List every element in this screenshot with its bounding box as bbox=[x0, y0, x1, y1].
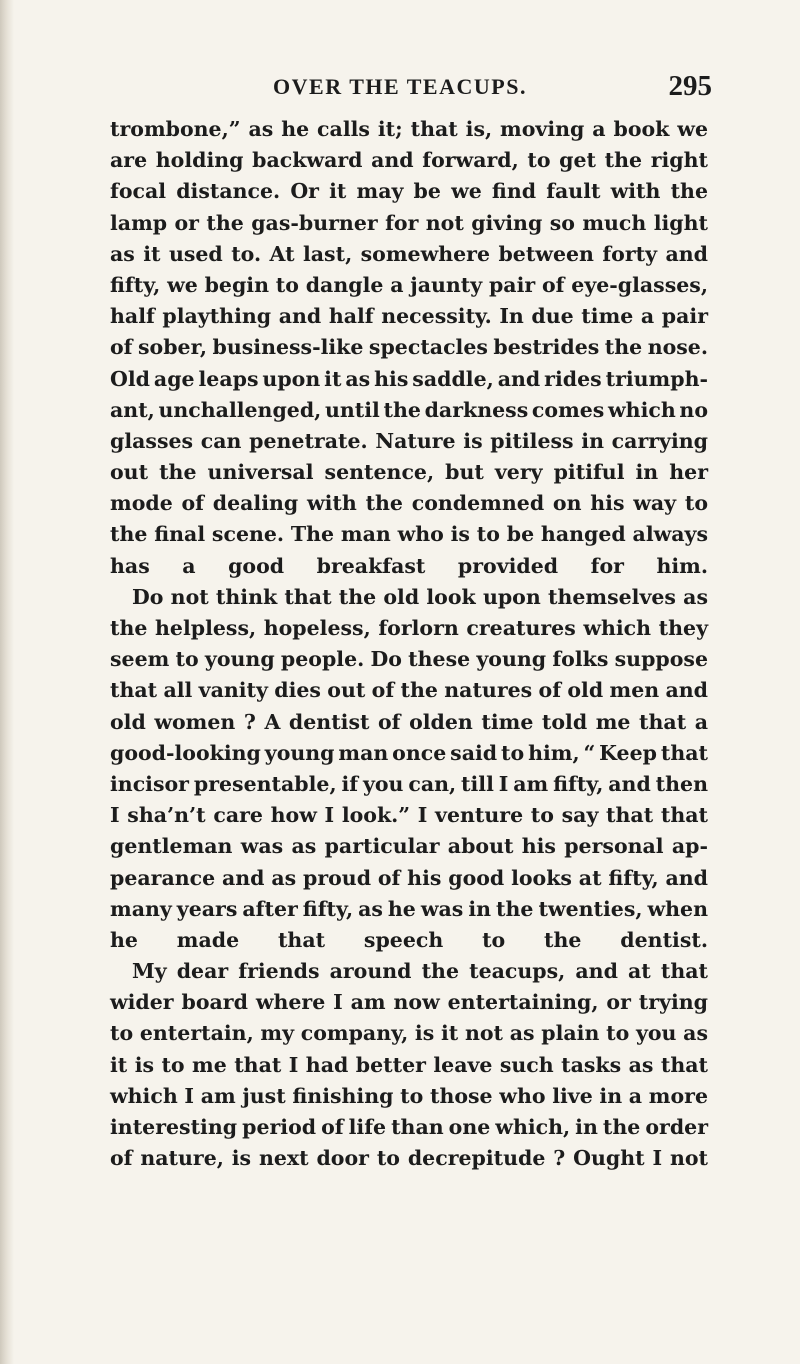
text-line: pearance and as proud of his good looks at fifty, and bbox=[110, 865, 708, 890]
page-number: 295 bbox=[668, 70, 712, 102]
text-line: focal distance. Or it may be we find fault with the bbox=[110, 179, 708, 204]
text-line: has a good breakfast provided for him. bbox=[110, 553, 708, 578]
text-line: the helpless, hopeless, forlorn creatures which they bbox=[110, 616, 708, 640]
text-line: My dear friends around the teacups, and at that bbox=[132, 959, 708, 984]
text-line: which I am just finishing to those who live in a more bbox=[110, 1083, 708, 1108]
text-line: to entertain, my company, is it not as plain to you as bbox=[110, 1021, 708, 1046]
body-text bbox=[110, 114, 708, 1174]
text-line: trombone,” as he calls it; that is, moving a book we bbox=[110, 117, 708, 141]
text-line: he made that speech to the dentist. bbox=[110, 927, 708, 952]
text-line: Old age leaps upon it as his saddle, and rides triumph- bbox=[110, 366, 708, 391]
text-line: glasses can penetrate. Nature is pitiless in carrying bbox=[110, 428, 708, 453]
text-line: good-looking young man once said to him, “ Keep that bbox=[110, 740, 708, 765]
text-line: seem to young people. Do these young folks suppose bbox=[110, 647, 708, 672]
text-line: I sha’n’t care how I look.” I venture to say that that bbox=[110, 803, 708, 828]
text-line: out the universal sentence, but very pitiful in her bbox=[110, 460, 708, 485]
text-line: of sober, business-like spectacles bestrides the nose. bbox=[110, 335, 708, 360]
text-line: it is to me that I had better leave such tasks as that bbox=[110, 1052, 708, 1077]
text-line: fifty, we begin to dangle a jaunty pair of eye-glasses, bbox=[110, 272, 708, 297]
text-line: half plaything and half necessity. In due time a pair bbox=[110, 304, 708, 329]
text-line: incisor presentable, if you can, till I am fifty, and then bbox=[110, 771, 708, 796]
text-line: gentleman was as particular about his personal ap- bbox=[110, 834, 708, 859]
text-line: the final scene. The man who is to be hanged always bbox=[110, 522, 708, 547]
text-line: of nature, is next door to decrepitude ? Ought I not bbox=[110, 1146, 708, 1171]
text-line: mode of dealing with the condemned on his way to bbox=[110, 491, 708, 516]
text-line: ant, unchallenged, until the darkness comes which no bbox=[110, 397, 708, 422]
text-line: lamp or the gas-burner for not giving so much light bbox=[110, 210, 708, 235]
text-line: many years after fifty, as he was in the twenties, when bbox=[110, 896, 708, 921]
text-line: interesting period of life than one which, in the order bbox=[110, 1115, 708, 1139]
text-line: are holding backward and forward, to get the right bbox=[110, 148, 708, 173]
text-line: Do not think that the old look upon themselves as bbox=[132, 584, 708, 609]
text-line: old women ? A dentist of olden time told me that a bbox=[110, 709, 708, 734]
text-line: wider board where I am now entertaining, or trying bbox=[110, 990, 708, 1015]
running-title: OVER THE TEACUPS. bbox=[273, 74, 527, 99]
text-line: as it used to. At last, somewhere between forty and bbox=[110, 241, 708, 266]
text-line: that all vanity dies out of the natures of old men and bbox=[110, 678, 708, 703]
running-head bbox=[0, 70, 800, 110]
